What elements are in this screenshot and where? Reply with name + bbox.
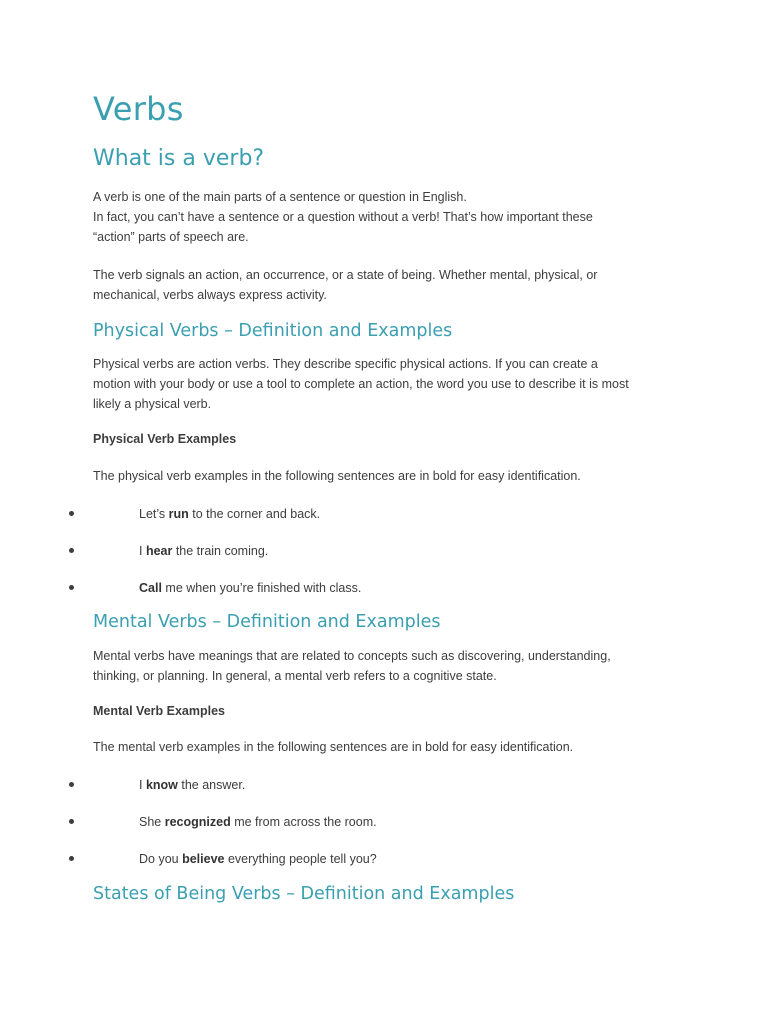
section-heading-states-of-being-verbs: States of Being Verbs – Definition and Examples (93, 884, 515, 904)
paragraph-line: Physical verbs are action verbs. They describe specific physical actions. If you can create a (93, 357, 598, 371)
intro-paragraph (93, 187, 683, 247)
list-item-text: Let’s (139, 507, 169, 521)
paragraph-line: mechanical, verbs always express activity. (93, 288, 327, 302)
paragraph-line: motion with your body or use a tool to complete an action, the word you use to describe it is most (93, 377, 629, 391)
paragraph-line: likely a physical verb. (93, 397, 212, 411)
mental-verbs-paragraph (93, 646, 683, 686)
document-title: Verbs (93, 90, 184, 128)
paragraph-line: In fact, you can’t have a sentence or a question without a verb! That’s how important these (93, 210, 593, 224)
bold-verb: recognized (164, 815, 231, 829)
mental-examples-intro (93, 737, 683, 757)
list-item-text: She (139, 815, 165, 829)
list-item-text: the answer. (177, 778, 246, 792)
paragraph-line: “action” parts of speech are. (93, 230, 249, 244)
paragraph-line: The verb signals an action, an occurrence, or a state of being. Whether mental, physical, or (93, 268, 598, 282)
bold-verb: hear (145, 544, 173, 558)
section-heading-physical-verbs: Physical Verbs – Definition and Examples (93, 321, 453, 341)
paragraph-line: The physical verb examples in the following sentences are in bold for easy identification. (93, 469, 581, 483)
physical-verbs-paragraph (93, 354, 683, 414)
bold-verb: know (145, 778, 178, 792)
list-item-text: Do you (139, 852, 183, 866)
bold-verb: believe (182, 852, 225, 866)
bullet-icon (69, 782, 74, 787)
bold-verb: run (168, 507, 189, 521)
section-heading-mental-verbs: Mental Verbs – Definition and Examples (93, 612, 441, 632)
paragraph-line: thinking, or planning. In general, a mental verb refers to a cognitive state. (93, 669, 497, 683)
list-item-text: to the corner and back. (188, 507, 321, 521)
paragraph-line: Mental verbs have meanings that are related to concepts such as discovering, understanding, (93, 649, 611, 663)
paragraph-line: The mental verb examples in the following sentences are in bold for easy identification. (93, 740, 574, 754)
paragraph-line: A verb is one of the main parts of a sentence or question in English. (93, 190, 467, 204)
list-item-text: I (139, 544, 146, 558)
list-item-text: the train coming. (172, 544, 269, 558)
list-item-text: I (139, 778, 146, 792)
bullet-icon (69, 511, 74, 516)
bullet-icon (69, 585, 74, 590)
bullet-icon (69, 819, 74, 824)
physical-examples-intro (93, 466, 683, 486)
section-heading-what-is-a-verb: What is a verb? (93, 146, 265, 171)
bullet-icon (69, 548, 74, 553)
mental-examples-subheading: Mental Verb Examples (93, 704, 226, 718)
physical-examples-subheading: Physical Verb Examples (93, 432, 237, 446)
verb-signal-paragraph (93, 265, 683, 305)
list-item-text: everything people tell you? (224, 852, 377, 866)
bullet-icon (69, 856, 74, 861)
list-item-text: me when you’re finished with class. (161, 581, 362, 595)
list-item-text: me from across the room. (230, 815, 377, 829)
bold-verb: Call (139, 581, 162, 595)
